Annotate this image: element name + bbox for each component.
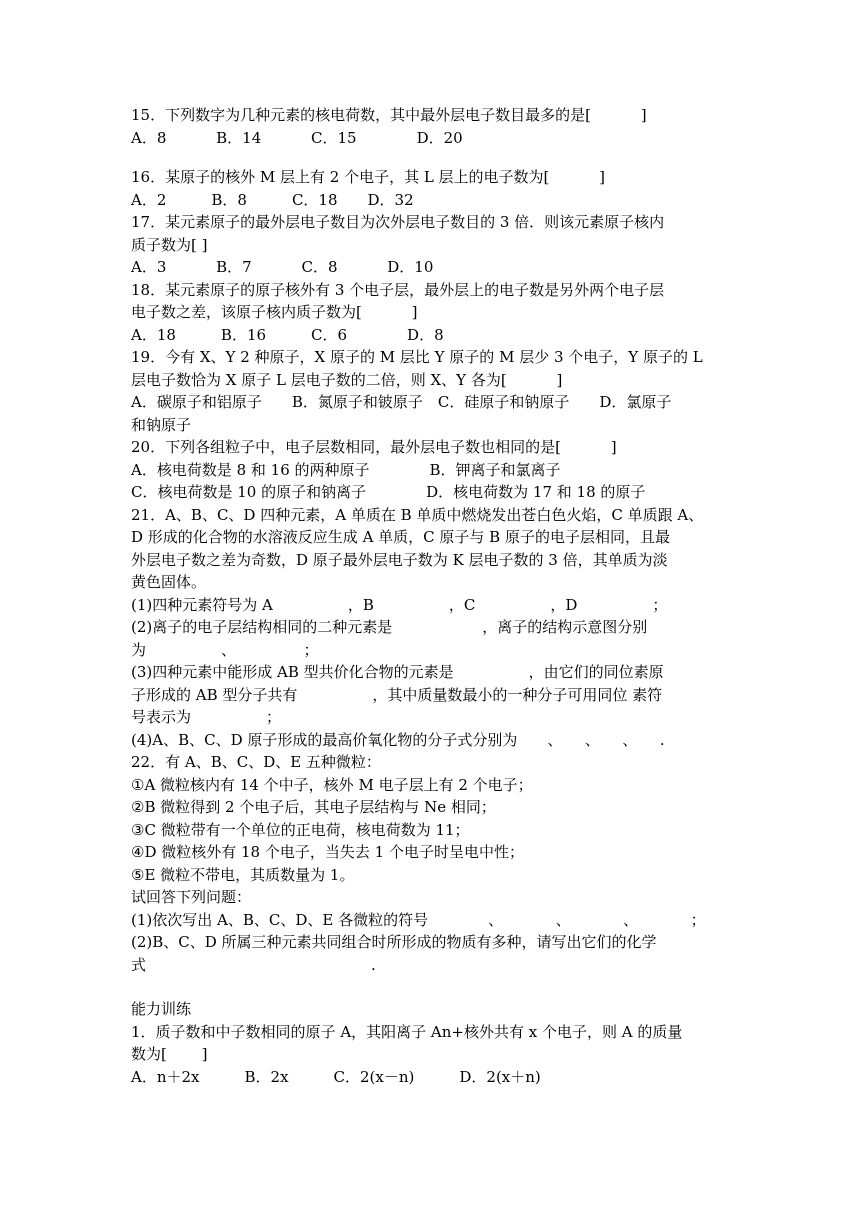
ex1-options: A．n＋2x B．2x C．2(x－n) D．2(x＋n) [131, 1067, 541, 1086]
q19-stem-line2: 层电子数恰为 X 原子 L 层电子数的二倍，则 X、Y 各为[ ] [131, 370, 563, 389]
q22-clue-5: ⑤E 微粒不带电，其质数量为 1。 [131, 865, 355, 884]
q17-options: A．3 B．7 C．8 D．10 [131, 258, 434, 276]
q22-stem: 22．有 A、B、C、D、E 五种微粒： [131, 753, 381, 771]
q21-part3-line3: 号表示为 ； [131, 708, 282, 726]
q17-stem-line1: 17．某元素原子的最外层电子数目为次外层电子数目的 3 倍．则该元素原子核内 [131, 213, 665, 231]
q15-options: A．8 B．14 C．15 D．20 [131, 128, 463, 147]
q22-part2-line2: 式 . [131, 955, 376, 974]
q16-options: A．2 B．8 C．18 D．32 [131, 190, 414, 209]
q21-part2-line1: (2)离子的电子层结构相同的二种元素是 ，离子的结构示意图分别 [131, 618, 648, 636]
q21-stem-line3: 外层电子数之差为奇数，D 原子最外层电子数为 K 层电子数的 3 倍，其单质为淡 [131, 550, 668, 569]
q22-clue-4: ④D 微粒核外有 18 个电子，当失去 1 个电子时呈电中性； [131, 843, 524, 861]
ex1-stem-line1: 1．质子数和中子数相同的原子 A，其阳离子 An+核外共有 x 个电子，则 A 的质量 [131, 1022, 683, 1041]
q16-stem: 16．某原子的核外 M 层上有 2 个电子，其 L 层上的电子数为[ ] [131, 168, 606, 186]
q15-stem: 15．下列数字为几种元素的核电荷数，其中最外层电子数目最多的是[ ] [131, 106, 647, 124]
q19-stem-line1: 19．今有 X、Y 2 种原子，X 原子的 M 层比 Y 原子的 M 层少 3 个电子，Y 原子的 L [131, 348, 703, 366]
q22-part2-line1: (2)B、C、D 所属三种元素共同组合时所形成的物质有多种，请写出它们的化学 [131, 933, 657, 951]
document-page [131, 104, 741, 1088]
q20-stem: 20．下列各组粒子中，电子层数相同，最外层电子数也相同的是[ ] [131, 438, 617, 456]
q17-stem-line2: 质子数为[ ] [131, 235, 208, 254]
q19-options-line1: A．碳原子和铝原子 B．氮原子和铍原子 C．硅原子和钠原子 D．氯原子 [131, 393, 672, 411]
q21-stem-line2: D 形成的化合物的水溶液反应生成 A 单质，C 原子与 B 原子的电子层相同，且最 [131, 528, 670, 546]
q21-part2-line2: 为 、 ； [131, 640, 319, 659]
q18-stem-line2: 电子数之差，该原子核内质子数为[ ] [131, 303, 418, 321]
q21-part3-line2: 子形成的 AB 型分子共有 ，其中质量数最小的一种分子可用同位 素符 [131, 685, 663, 704]
q22-clue-1: ①A 微粒核内有 14 个中子，核外 M 电子层上有 2 个电子； [131, 775, 533, 794]
q18-options: A．18 B．16 C．6 D．8 [131, 325, 444, 344]
q21-part1: (1)四种元素符号为 A ，B ，C ，D ； [131, 595, 668, 614]
q19-options-line2: 和钠原子 [131, 415, 192, 434]
q18-stem-line1: 18．某元素原子的原子核外有 3 个电子层，最外层上的电子数是另外两个电子层 [131, 280, 665, 299]
blank-line [131, 149, 741, 166]
q21-stem-line4: 黄色固体。 [131, 573, 207, 591]
q21-part3-line1: (3)四种元素中能形成 AB 型共价化合物的元素是 ，由它们的同位素原 [131, 663, 664, 681]
q22-prompt: 试回答下列问题： [131, 888, 252, 906]
section-heading: 能力训练 [131, 1000, 192, 1018]
q20-options-cd: C．核电荷数是 10 的原子和钠离子 D．核电荷数为 17 和 18 的原子 [131, 483, 646, 501]
blank-line [131, 976, 741, 998]
q22-clue-2: ②B 微粒得到 2 个电子后，其电子层结构与 Ne 相同； [131, 798, 496, 816]
q22-part1: (1)依次写出 A、B、C、D、E 各微粒的符号 、 、 、 ； [131, 910, 706, 929]
q21-part4: (4)A、B、C、D 原子形成的最高价氧化物的分子式分别为 、 、 、 . [131, 730, 665, 749]
ex1-stem-line2: 数为[ ] [131, 1045, 208, 1063]
q21-stem-line1: 21．A、B、C、D 四种元素，A 单质在 B 单质中燃烧发出苍白色火焰，C 单质跟 A、 [131, 505, 704, 524]
q22-clue-3: ③C 微粒带有一个单位的正电荷，核电荷数为 11； [131, 820, 470, 839]
q20-options-ab: A．核电荷数是 8 和 16 的两种原子 B．钾离子和氯离子 [131, 460, 561, 479]
